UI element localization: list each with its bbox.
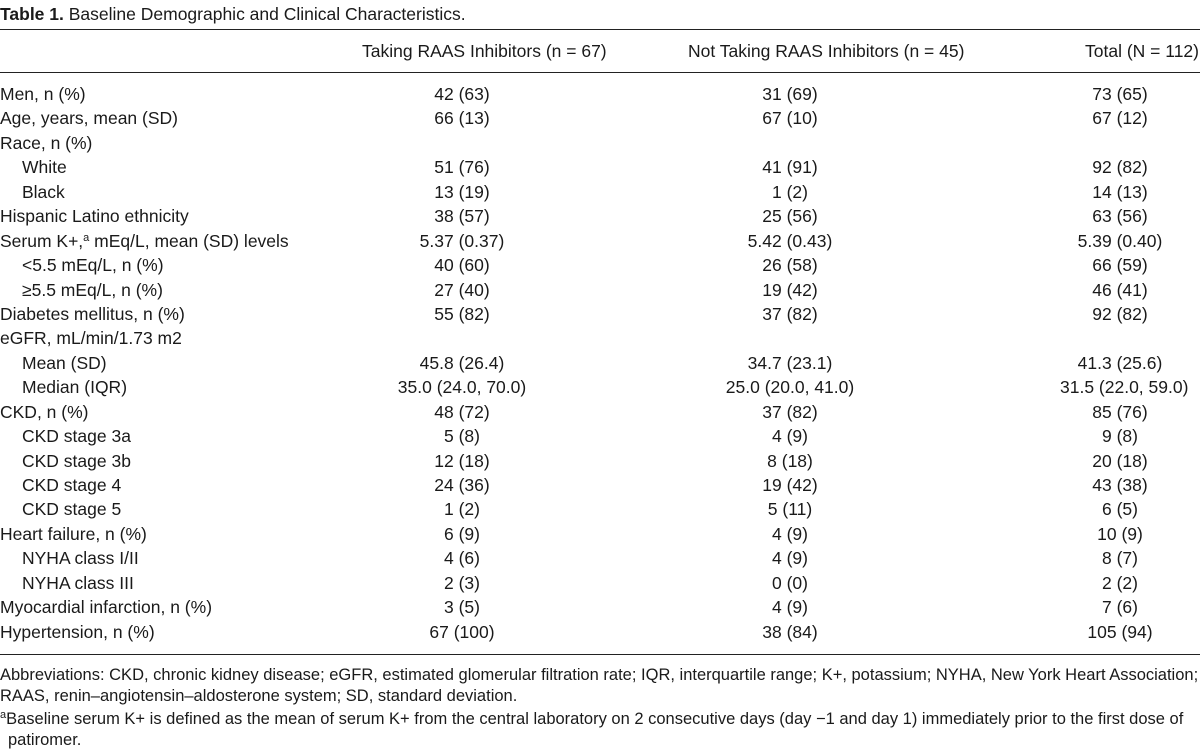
- cell-no-raas: 0 (0): [772, 572, 808, 593]
- cell-raas: 3 (5): [444, 597, 480, 618]
- cell-no-raas: 8 (18): [767, 450, 813, 471]
- column-header-no-raas: Not Taking RAAS Inhibitors (n = 45): [688, 41, 965, 61]
- cell-no-raas: 31 (69): [762, 84, 818, 104]
- table-row: [0, 155, 1200, 179]
- cell-no-raas: 4 (9): [772, 548, 808, 569]
- cell-raas: 40 (60): [434, 255, 490, 276]
- table-title: Baseline Demographic and Clinical Characteristics.: [68, 4, 466, 24]
- table-row: [0, 351, 1200, 375]
- row-label: NYHA class III: [22, 572, 134, 593]
- table-number: Table 1.: [0, 4, 64, 24]
- cell-raas: 45.8 (26.4): [419, 352, 505, 373]
- table-body: [0, 82, 1200, 644]
- cell-raas: 6 (9): [444, 523, 480, 544]
- cell-no-raas: 34.7 (23.1): [747, 352, 833, 373]
- table-row: [0, 571, 1200, 595]
- cell-no-raas: 4 (9): [772, 523, 808, 544]
- cell-no-raas: 37 (82): [762, 401, 818, 422]
- cell-total: 73 (65): [1092, 84, 1148, 104]
- row-label: CKD stage 4: [22, 475, 122, 495]
- cell-total: 8 (7): [1102, 548, 1138, 569]
- cell-total: 43 (38): [1092, 475, 1148, 495]
- table-row: [0, 106, 1200, 130]
- table-row: [0, 620, 1200, 644]
- cell-total: 92 (82): [1092, 303, 1148, 324]
- abbreviations-note: Abbreviations: CKD, chronic kidney disease; eGFR, estimated glomerular filtration rate; IQR, interquartile range; K+, potassium; NYHA, New York Heart Association; RAAS, renin–angiotensin–aldosterone system; SD, standard deviation.: [0, 666, 1199, 705]
- cell-total: 105 (94): [1087, 621, 1153, 642]
- table-row: [0, 546, 1200, 570]
- column-header-total: Total (N = 112): [1085, 41, 1199, 61]
- table-row: [0, 82, 1200, 106]
- bottom-rule: [0, 654, 1200, 655]
- cell-raas: 1 (2): [444, 499, 480, 520]
- row-label: CKD stage 3a: [22, 426, 131, 447]
- footnote-a: [0, 709, 1200, 751]
- cell-raas: 24 (36): [434, 475, 490, 495]
- cell-total: 6 (5): [1102, 499, 1138, 520]
- table-row: [0, 522, 1200, 546]
- cell-raas: 2 (3): [444, 572, 480, 593]
- table-row: [0, 131, 1200, 155]
- cell-no-raas: 19 (42): [762, 279, 818, 300]
- footnote-marker: a: [0, 709, 7, 721]
- row-label: Heart failure, n (%): [0, 523, 147, 544]
- cell-raas: 12 (18): [434, 450, 490, 471]
- cell-no-raas: 5.42 (0.43): [747, 230, 833, 251]
- row-label: <5.5 mEq/L, n (%): [22, 255, 164, 276]
- cell-raas: 55 (82): [434, 303, 490, 324]
- cell-no-raas: 5 (11): [767, 499, 813, 520]
- column-header-raas: Taking RAAS Inhibitors (n = 67): [362, 41, 607, 61]
- row-label: NYHA class I/II: [22, 548, 139, 569]
- cell-total: 46 (41): [1092, 279, 1148, 300]
- cell-total: 14 (13): [1092, 181, 1148, 202]
- cell-total: 10 (9): [1097, 523, 1143, 544]
- cell-no-raas: 1 (2): [772, 181, 808, 202]
- cell-raas: 13 (19): [434, 181, 490, 202]
- row-label: Age, years, mean (SD): [0, 108, 178, 129]
- cell-total: 2 (2): [1102, 572, 1138, 593]
- cell-total: 85 (76): [1092, 401, 1148, 422]
- table-row: [0, 400, 1200, 424]
- cell-raas: 35.0 (24.0, 70.0): [397, 377, 527, 398]
- row-label: Serum K+,$^a$ mEq/L, mean (SD) levels: [0, 230, 289, 251]
- cell-no-raas: 19 (42): [762, 475, 818, 495]
- row-label: ≥5.5 mEq/L, n (%): [22, 279, 163, 300]
- cell-no-raas: 25 (56): [762, 206, 818, 227]
- row-label: CKD stage 5: [22, 499, 122, 520]
- cell-raas: 27 (40): [434, 279, 490, 300]
- cell-raas: 48 (72): [434, 401, 490, 422]
- row-label: Myocardial infarction, n (%): [0, 597, 213, 618]
- cell-total: 5.39 (0.40): [1077, 230, 1163, 251]
- cell-total: 7 (6): [1102, 597, 1138, 618]
- cell-no-raas: 4 (9): [772, 597, 808, 618]
- cell-no-raas: 4 (9): [772, 426, 808, 447]
- table-caption: [0, 4, 466, 25]
- table-row: [0, 302, 1200, 326]
- table-row: [0, 473, 1200, 497]
- cell-no-raas: 41 (91): [762, 157, 818, 178]
- cell-raas: 5 (8): [444, 426, 480, 447]
- cell-total: 20 (18): [1092, 450, 1148, 471]
- table-footnotes: [0, 665, 1200, 751]
- cell-no-raas: 37 (82): [762, 303, 818, 324]
- row-label: Hypertension, n (%): [0, 621, 155, 642]
- row-label: Median (IQR): [22, 377, 128, 398]
- table-row: [0, 375, 1200, 399]
- cell-raas: 67 (100): [429, 621, 495, 642]
- cell-raas: 66 (13): [434, 108, 490, 129]
- cell-total: 31.5 (22.0, 59.0): [1060, 377, 1189, 398]
- row-label: Diabetes mellitus, n (%): [0, 303, 185, 324]
- top-rule: [0, 29, 1200, 30]
- table-row: [0, 497, 1200, 521]
- cell-total: 66 (59): [1092, 255, 1148, 276]
- table-row: [0, 449, 1200, 473]
- row-label: CKD stage 3b: [22, 450, 131, 471]
- cell-raas: 51 (76): [434, 157, 490, 178]
- row-label: Black: [22, 181, 65, 202]
- table-row: [0, 180, 1200, 204]
- cell-total: 41.3 (25.6): [1077, 352, 1163, 373]
- cell-total: 63 (56): [1092, 206, 1148, 227]
- cell-total: 92 (82): [1092, 157, 1148, 178]
- row-label: CKD, n (%): [0, 401, 89, 422]
- row-label: Hispanic Latino ethnicity: [0, 206, 189, 227]
- cell-no-raas: 38 (84): [762, 621, 818, 642]
- row-label: Race, n (%): [0, 132, 93, 153]
- cell-raas: 42 (63): [434, 84, 490, 104]
- table-row: [0, 229, 1200, 253]
- cell-raas: 4 (6): [444, 548, 480, 569]
- row-label: Men, n (%): [0, 84, 86, 104]
- row-footnote-marker: a: [83, 231, 90, 244]
- row-label: Mean (SD): [22, 352, 107, 373]
- cell-raas: 5.37 (0.37): [419, 230, 505, 251]
- table-row: [0, 204, 1200, 228]
- cell-raas: 38 (57): [434, 206, 490, 227]
- cell-total: 9 (8): [1102, 426, 1138, 447]
- cell-no-raas: 25.0 (20.0, 41.0): [725, 377, 855, 398]
- cell-no-raas: 67 (10): [762, 108, 818, 129]
- table-row: [0, 253, 1200, 277]
- row-label: eGFR, mL/min/1.73 m2: [0, 328, 182, 349]
- row-label: White: [22, 157, 67, 178]
- cell-total: 67 (12): [1092, 108, 1148, 129]
- table-row: [0, 595, 1200, 619]
- table-row: [0, 326, 1200, 350]
- table-row: [0, 424, 1200, 448]
- cell-no-raas: 26 (58): [762, 255, 818, 276]
- header-rule: [0, 72, 1200, 73]
- footnote-text: Baseline serum K+ is defined as the mean of serum K+ from the central laboratory on 2 consecutive days (day −1 and day 1) immediately prior to the first dose of patiromer.: [6, 710, 1184, 749]
- table-row: [0, 278, 1200, 302]
